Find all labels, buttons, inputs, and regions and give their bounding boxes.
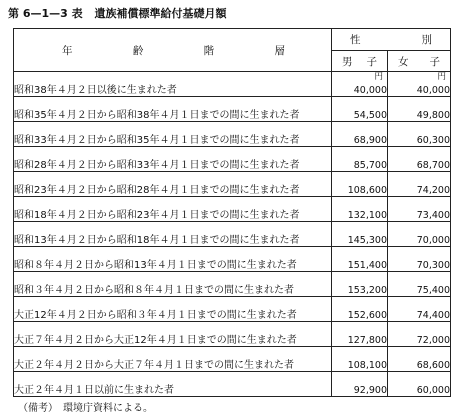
female-header-char: 女 — [398, 55, 409, 68]
age-bracket-cell: 昭和３年４月２日から昭和８年４月１日までの間に生まれた者 — [14, 272, 332, 297]
male-value-cell: 92,900 — [332, 372, 388, 397]
male-value-cell: 108,600 — [332, 172, 388, 197]
male-header — [332, 51, 388, 72]
female-value-cell: 60,000 — [388, 372, 451, 397]
age-header-char: 層 — [274, 44, 285, 57]
male-header-char: 子 — [366, 55, 377, 68]
sex-header-char: 別 — [421, 34, 432, 46]
male-value-cell: 153,200 — [332, 272, 388, 297]
male-value: 40,000 — [353, 85, 387, 96]
male-value-cell: 85,700 — [332, 147, 388, 172]
age-header-char: 齢 — [132, 44, 144, 57]
female-value-cell: 60,300 — [388, 122, 451, 147]
male-value-cell: 108,100 — [332, 347, 388, 372]
female-value-cell — [388, 72, 451, 97]
male-value-cell: 152,600 — [332, 297, 388, 322]
age-header-char: 年 — [62, 44, 73, 57]
male-header-char: 男 — [342, 55, 353, 68]
age-bracket-header — [14, 29, 332, 72]
table-row — [14, 297, 451, 322]
unit-label: 円 — [437, 72, 446, 82]
age-header-char: 階 — [203, 44, 215, 57]
table-row — [14, 372, 451, 397]
table-row — [14, 322, 451, 347]
age-bracket-cell: 昭和35年４月２日から昭和38年４月１日までの間に生まれた者 — [14, 97, 332, 122]
female-value-cell: 73,400 — [388, 197, 451, 222]
table-caption: 遺族補償標準給付基礎月額 — [94, 7, 227, 20]
male-value-cell: 127,800 — [332, 322, 388, 347]
age-bracket-cell: 昭和18年４月２日から昭和23年４月１日までの間に生まれた者 — [14, 197, 332, 222]
table-row — [14, 272, 451, 297]
sex-header-char: 性 — [350, 34, 361, 46]
age-bracket-cell: 昭和８年４月２日から昭和13年４月１日までの間に生まれた者 — [14, 247, 332, 272]
table-row — [14, 347, 451, 372]
table-row — [14, 72, 451, 97]
female-value-cell: 49,800 — [388, 97, 451, 122]
male-value-cell: 145,300 — [332, 222, 388, 247]
female-value-cell: 70,300 — [388, 247, 451, 272]
age-bracket-cell: 大正２年４月１日以前に生まれた者 — [14, 372, 332, 397]
table-row — [14, 172, 451, 197]
sex-header — [332, 29, 451, 51]
female-value-cell: 68,600 — [388, 347, 451, 372]
age-bracket-cell: 大正７年４月２日から大正12年４月１日までの間に生まれた者 — [14, 322, 332, 347]
female-value-cell: 70,000 — [388, 222, 451, 247]
male-value-cell: 54,500 — [332, 97, 388, 122]
female-value-cell: 74,400 — [388, 297, 451, 322]
benefit-table — [13, 28, 451, 397]
age-bracket-cell: 昭和33年４月２日から昭和35年４月１日までの間に生まれた者 — [14, 122, 332, 147]
female-value: 40,000 — [416, 85, 450, 96]
age-bracket-cell: 大正12年４月２日から昭和３年４月１日までの間に生まれた者 — [14, 297, 332, 322]
footnote: （備考） 環境庁資料による。 — [18, 403, 153, 414]
male-value-cell: 151,400 — [332, 247, 388, 272]
table-row — [14, 122, 451, 147]
male-value-cell: 132,100 — [332, 197, 388, 222]
table-row — [14, 222, 451, 247]
table-row — [14, 247, 451, 272]
table-row — [14, 147, 451, 172]
table-title — [8, 5, 226, 21]
male-value-cell: 68,900 — [332, 122, 388, 147]
table-row — [14, 197, 451, 222]
age-bracket-cell: 大正２年４月２日から大正７年４月１日までの間に生まれた者 — [14, 347, 332, 372]
table-row — [14, 97, 451, 122]
age-bracket-cell: 昭和38年４月２日以後に生まれた者 — [14, 72, 332, 97]
female-value-cell: 68,700 — [388, 147, 451, 172]
age-bracket-cell: 昭和13年４月２日から昭和18年４月１日までの間に生まれた者 — [14, 222, 332, 247]
female-value-cell: 74,200 — [388, 172, 451, 197]
unit-label: 円 — [374, 72, 383, 82]
table-number: 第 6—1—3 表 — [8, 7, 83, 20]
female-header — [388, 51, 451, 72]
female-header-char: 子 — [429, 55, 440, 68]
age-bracket-cell: 昭和28年４月２日から昭和33年４月１日までの間に生まれた者 — [14, 147, 332, 172]
age-bracket-cell: 昭和23年４月２日から昭和28年４月１日までの間に生まれた者 — [14, 172, 332, 197]
male-value-cell — [332, 72, 388, 97]
female-value-cell: 75,400 — [388, 272, 451, 297]
female-value-cell: 72,000 — [388, 322, 451, 347]
